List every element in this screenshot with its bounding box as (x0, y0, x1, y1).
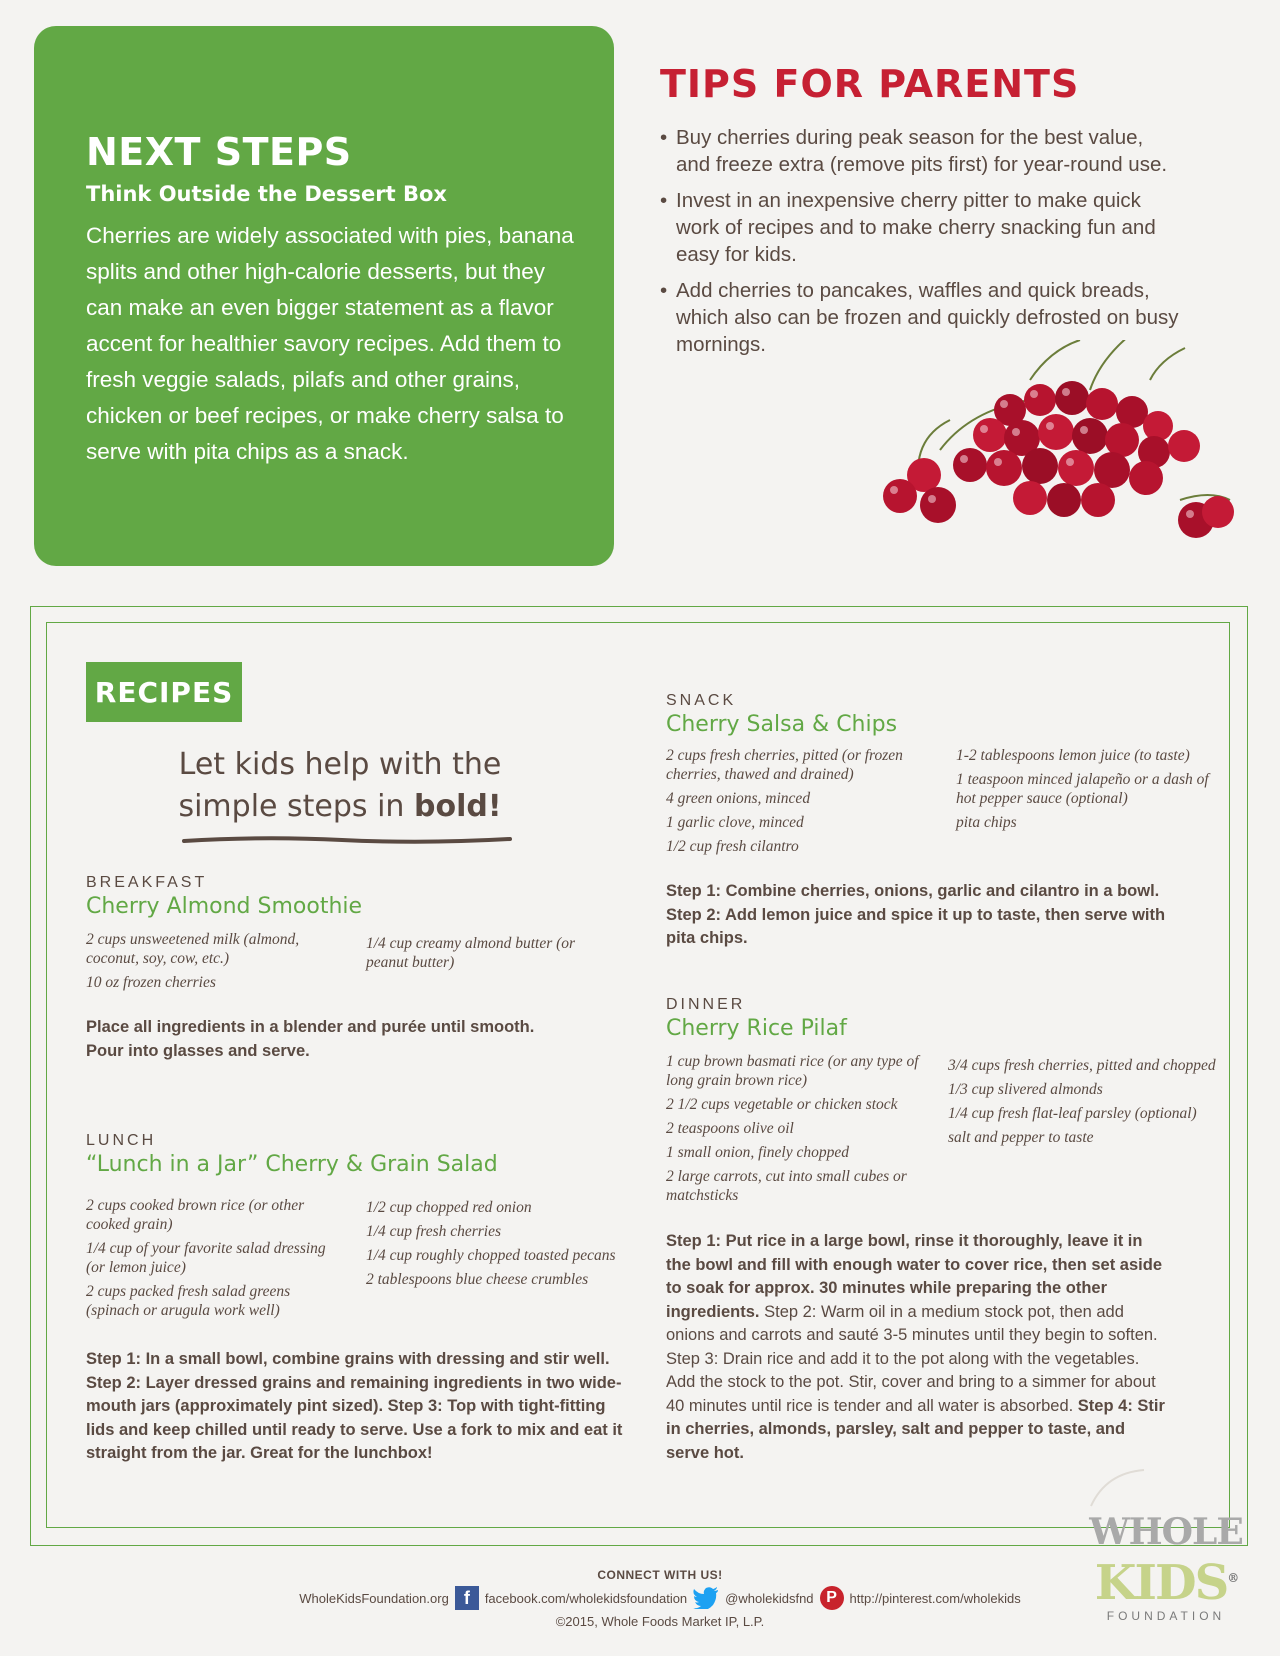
kids-help-line2-prefix: simple steps in (178, 789, 414, 824)
kids-help-line2 (170, 786, 510, 828)
logo-kids-text: KIDS (1094, 1555, 1228, 1611)
ingredient: pita chips (956, 814, 1017, 831)
ingredient: 1 teaspoon minced jalapeño or a dash of hot pepper sauce (optional) (956, 771, 1209, 807)
social-links (270, 1586, 1050, 1610)
snack-label: SNACK (666, 692, 737, 709)
brush-stroke-divider (182, 834, 512, 846)
footer (270, 1568, 1050, 1629)
breakfast-section (86, 874, 362, 919)
ingredient: 1/4 cup fresh flat-leaf parsley (optional) (948, 1105, 1197, 1122)
breakfast-steps: Place all ingredients in a blender and purée until smooth. Pour into glasses and serve. (86, 1018, 535, 1060)
ingredient: 1/4 cup creamy almond butter (or peanut butter) (366, 935, 576, 971)
tip-item: • Buy cherries during peak season for the best value, and freeze extra (remove pits first) for year-round use. (660, 124, 1180, 178)
dinner-section (666, 996, 847, 1041)
dinner-step1: Step 1: Put rice in a large bowl, rinse it thoroughly, leave it in the bowl and fill with enough water to cover rice, then set aside to soak for approx. 30 minutes while preparing the other ingredients. (666, 1232, 1162, 1321)
ingredient: 1/4 cup fresh cherries (366, 1223, 502, 1240)
lunch-label: LUNCH (86, 1132, 157, 1149)
twitter-link[interactable]: @wholekidsfnd (725, 1590, 814, 1606)
ingredient: 1/4 cup of your favorite salad dressing (or lemon juice) (86, 1240, 326, 1276)
lunch-ingredients-right (366, 1198, 616, 1294)
dinner-ingredients-left (666, 1052, 926, 1210)
logo-registered-mark: ® (1227, 1571, 1238, 1585)
snack-section (666, 692, 897, 737)
ingredient: 1/3 cup slivered almonds (948, 1081, 1103, 1098)
ingredient: 2 large carrots, cut into small cubes or matchsticks (666, 1168, 907, 1204)
breakfast-ingredients-left (86, 930, 336, 997)
facebook-link[interactable]: facebook.com/wholekidsfoundation (484, 1590, 688, 1606)
recipes-badge: RECIPES (86, 662, 242, 722)
logo-kids (1086, 1552, 1246, 1609)
ingredient: 10 oz frozen cherries (86, 974, 216, 991)
pinterest-icon[interactable]: P (820, 1586, 844, 1610)
kids-help-heading (170, 744, 510, 828)
next-steps-subtitle: Think Outside the Dessert Box (86, 182, 447, 206)
logo-whole: WHOLE (1089, 1511, 1243, 1553)
kids-help-line1: Let kids help with the (178, 747, 502, 782)
kids-help-bold: bold! (413, 789, 502, 824)
twitter-icon[interactable] (693, 1587, 719, 1609)
facebook-icon[interactable]: f (455, 1586, 479, 1610)
snack-title: Cherry Salsa & Chips (666, 712, 898, 737)
next-steps-body: Cherries are widely associated with pies, banana splits and other high-calorie desserts, but they can make an even bigger statement as a flavor accent for healthier savory recipes. Add them to fresh veggie salads, pilafs and other grains, chicken or beef recipes, or make cherry salsa to serve with pita chips as a snack. (86, 223, 574, 464)
ingredient: 1/2 cup chopped red onion (366, 1199, 532, 1216)
ingredient: 1 small onion, finely chopped (666, 1144, 849, 1161)
ingredient: 4 green onions, minced (666, 790, 811, 807)
dinner-ingredients-right (948, 1056, 1218, 1152)
next-steps-title: NEXT STEPS (86, 130, 352, 174)
stem-leaf-icon (1086, 1468, 1146, 1508)
dinner-title: Cherry Rice Pilaf (666, 1016, 847, 1041)
dinner-label: DINNER (666, 996, 746, 1013)
snack-ingredients-left (666, 746, 936, 861)
connect-heading: CONNECT WITH US! (597, 1568, 723, 1582)
copyright: ©2015, Whole Foods Market IP, L.P. (555, 1614, 765, 1629)
dinner-steps (666, 1230, 1166, 1465)
pinterest-link[interactable]: http://pinterest.com/wholekids (849, 1590, 1021, 1606)
lunch-section (86, 1132, 498, 1177)
snack-ingredients-right (956, 746, 1216, 837)
dinner-step4: Step 4: Stir in cherries, almonds, parsley, salt and pepper to taste, and serve hot. (666, 1396, 1165, 1462)
tips-title: TIPS FOR PARENTS (660, 62, 1080, 106)
ingredient: 1 garlic clove, minced (666, 814, 804, 831)
whole-kids-foundation-logo (1086, 1512, 1246, 1623)
tips-list (660, 124, 1180, 367)
next-steps-card (34, 26, 614, 566)
ingredient: 2 cups packed fresh salad greens (spinach or arugula work well) (86, 1283, 291, 1319)
lunch-ingredients-left (86, 1196, 336, 1325)
breakfast-label: BREAKFAST (86, 874, 208, 891)
ingredient: salt and pepper to taste (948, 1129, 1094, 1146)
ingredient: 2 cups cooked brown rice (or other cooked grain) (86, 1197, 305, 1233)
tip-item: • Add cherries to pancakes, waffles and quick breads, which also can be frozen and quickly defrosted on busy mornings. (660, 277, 1180, 358)
ingredient: 1 cup brown basmati rice (or any type of long grain brown rice) (666, 1053, 919, 1089)
ingredient: 2 tablespoons blue cheese crumbles (366, 1271, 589, 1288)
logo-foundation: FOUNDATION (1106, 1609, 1226, 1623)
ingredient: 1-2 tablespoons lemon juice (to taste) (956, 747, 1190, 764)
snack-steps: Step 1: Combine cherries, onions, garlic and cilantro in a bowl. Step 2: Add lemon juice and spice it up to taste, then serve with pita chips. (666, 882, 1166, 947)
breakfast-title: Cherry Almond Smoothie (86, 894, 363, 919)
breakfast-ingredients-right (366, 934, 596, 977)
website-link[interactable]: WholeKidsFoundation.org (299, 1590, 449, 1606)
ingredient: 2 teaspoons olive oil (666, 1120, 794, 1137)
ingredient: 3/4 cups fresh cherries, pitted and chopped (948, 1057, 1216, 1074)
ingredient: 2 1/2 cups vegetable or chicken stock (666, 1096, 898, 1113)
ingredient: 1/2 cup fresh cilantro (666, 838, 799, 855)
ingredient: 2 cups unsweetened milk (almond, coconut, soy, cow, etc.) (86, 931, 300, 967)
cherries-illustration (850, 340, 1250, 590)
ingredient: 1/4 cup roughly chopped toasted pecans (366, 1247, 616, 1264)
dinner-steps-2-3: Step 2: Warm oil in a medium stock pot, then add onions and carrots and sauté 3-5 minutes until they begin to soften. Step 3: Drain rice and add it to the pot along with the vegetables. Add the stock to the pot. Stir, cover and bring to a simmer for about 40 minutes until rice is tender and all water is absorbed. (666, 1302, 1158, 1415)
lunch-steps: Step 1: In a small bowl, combine grains with dressing and stir well. Step 2: Layer dressed grains and remaining ingredients in two wide-mouth jars (approximately pint sized). Step 3: Top with tight-fitting lids and keep chilled until ready to serve. Use a fork to mix and eat it straight from the jar. Great for the lunchbox! (86, 1350, 623, 1462)
tip-item: • Invest in an inexpensive cherry pitter to make quick work of recipes and to make cherry snacking fun and easy for kids. (660, 187, 1180, 268)
lunch-title: “Lunch in a Jar” Cherry & Grain Salad (86, 1152, 498, 1177)
ingredient: 2 cups fresh cherries, pitted (or frozen cherries, thawed and drained) (666, 747, 903, 783)
